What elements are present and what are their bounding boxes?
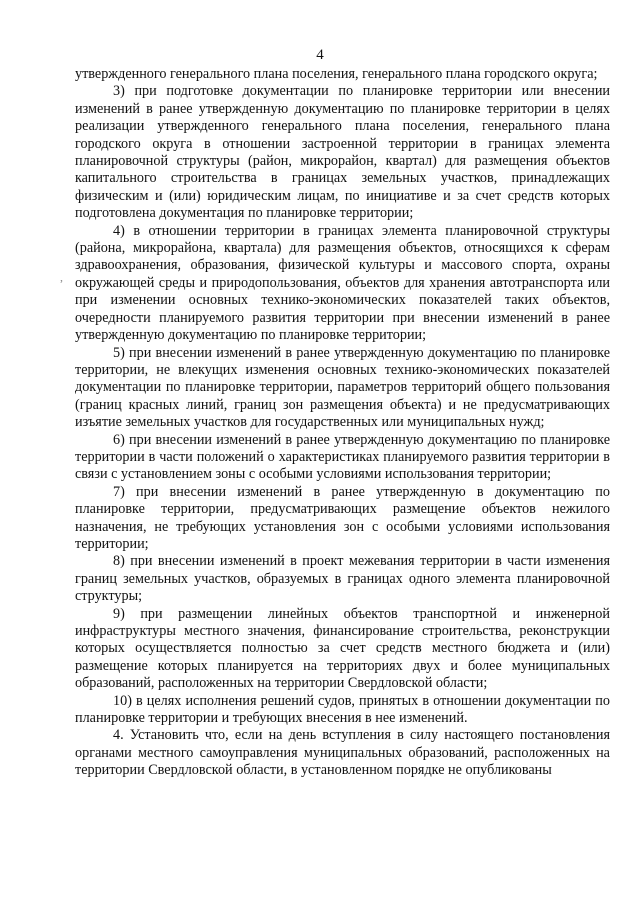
paragraph-item-4: 4) в отношении территории в границах элемента планировочной структуры (района, микрорайона, квартала) для размещения объектов, относящихся к сферам здравоохранения, образования, физической культуры и массового спорта, охраны окружающей среды и природопользования, объектов для хранения автотранспорта или при изменении основных технико-экономических показателей таких объектов, очередности планируемого развития территории при внесении изменений в ранее утвержденную документацию по планировке территории;: [75, 222, 610, 344]
paragraph-item-3: 3) при подготовке документации по планировке территории или внесении изменений в ранее утвержденную документацию по планировке территории в целях реализации утвержденного генерального плана поселения, генерального плана городского округа в отношении застроенной территории в границах элемента планировочной структуры (район, микрорайон, квартал) для размещения объектов капитального строительства в границах земельных участков, принадлежащих физическим и (или) юридическим лицам, по инициативе и за счет средств которых подготовлена документация по планировке территории;: [75, 83, 610, 222]
paragraph-item-9: 9) при размещении линейных объектов транспортной и инженерной инфраструктуры местного значения, финансирование строительства, реконструкции которых осуществляется полностью за счет средств местного бюджета и (или) размещение которых планируется на территориях двух и более муниципальных образований, расположенных на территории Свердловской области;: [75, 605, 610, 692]
paragraph-item-7: 7) при внесении изменений в ранее утвержденную в документацию по планировке территории, предусматривающих размещение объектов нежилого назначения, не требующих установления зон с особыми условиями использования территории;: [75, 483, 610, 552]
document-body: [75, 66, 610, 780]
paragraph-section-4: 4. Установить что, если на день вступления в силу настоящего постановления органами местного самоуправления муниципальных образований, расположенных на территории Свердловской области, в установленном порядке не опубликованы: [75, 727, 610, 779]
paragraph-continuation: утвержденного генерального плана поселения, генерального плана городского округа;: [75, 66, 598, 82]
page-number: 4: [316, 47, 324, 63]
margin-mark: ,: [60, 270, 63, 284]
paragraph-item-8: 8) при внесении изменений в проект межевания территории в части изменения границ земельных участков, образуемых в границах одного элемента планировочной структуры;: [75, 553, 610, 605]
paragraph-item-6: 6) при внесении изменений в ранее утвержденную документацию по планировке территории в части положений о характеристиках планируемого развития территории в связи с установлением зоны с особыми условиями использования территории;: [75, 431, 610, 483]
paragraph-item-10: 10) в целях исполнения решений судов, принятых в отношении документации по планировке территории и требующих внесения в нее изменений.: [75, 692, 610, 727]
paragraph-item-5: 5) при внесении изменений в ранее утвержденную документацию по планировке территории, не влекущих изменения основных технико-экономических показателей документации по планировке территории, параметров территорий общего пользования (границ красных линий, границ зон размещения объекта) и не предусматривающих изъятие земельных участков для государственных или муниципальных нужд;: [75, 344, 610, 431]
